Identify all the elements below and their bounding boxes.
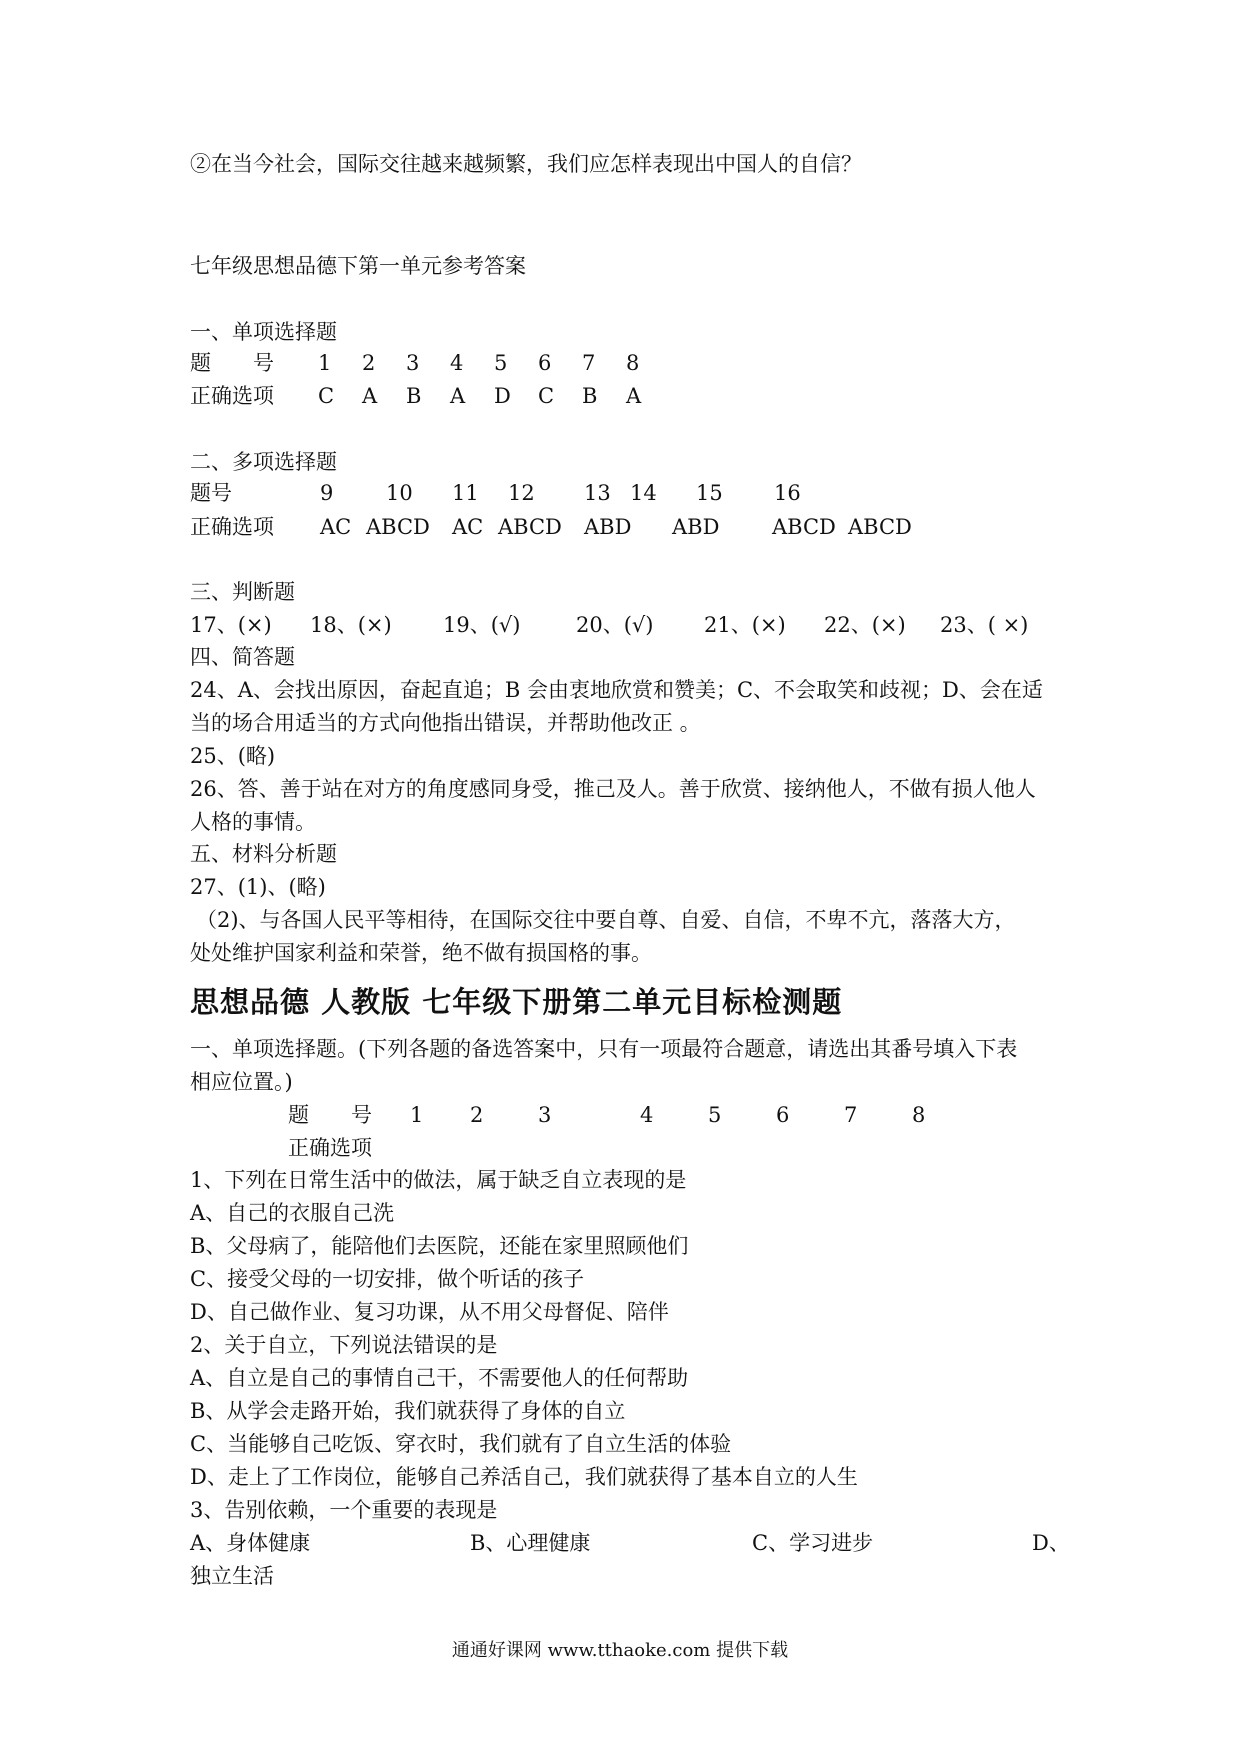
answer-26-line2: 人格的事情。 (190, 810, 316, 834)
section1-answer: B (582, 384, 598, 408)
unit2-table-num: 5 (708, 1103, 722, 1127)
section2-answer: ABCD (848, 515, 912, 539)
section2-num: 14 (630, 481, 657, 505)
unit2-table-num: 6 (776, 1103, 790, 1127)
section2-num: 16 (774, 481, 801, 505)
answer-26-line1: 26、答、善于站在对方的角度感同身受，推己及人。善于欣赏、接纳他人，不做有损人他人 (190, 777, 1036, 801)
section1-answer: B (406, 384, 422, 408)
section1-num: 1 (318, 351, 332, 375)
judgement-item: 20、(√) (576, 613, 654, 637)
section2-answer: AC (320, 515, 352, 539)
section1-ans-label: 正确选项 (190, 384, 274, 408)
q2-option-b: B、从学会走路开始，我们就获得了身体的自立 (190, 1399, 626, 1423)
section1-num: 8 (626, 351, 640, 375)
q2-option-c: C、当能够自己吃饭、穿衣时，我们就有了自立生活的体验 (190, 1432, 732, 1456)
section2-num: 15 (696, 481, 723, 505)
section1-num: 4 (450, 351, 464, 375)
section5-heading: 五、材料分析题 (190, 842, 337, 866)
section1-answer: A (450, 384, 466, 408)
unit2-table-num: 3 (538, 1103, 552, 1127)
unit2-table-num-label: 题 号 (288, 1103, 372, 1127)
section2-answer: ABD (672, 515, 720, 539)
section2-num: 13 (584, 481, 611, 505)
section2-answer: ABCD (498, 515, 562, 539)
q3-option-a: A、身体健康 (190, 1531, 311, 1555)
answer-25: 25、(略) (190, 744, 276, 768)
q2-stem: 2、关于自立，下列说法错误的是 (190, 1333, 498, 1357)
judgement-item: 23、( ×) (940, 613, 1029, 637)
section4-heading: 四、简答题 (190, 645, 295, 669)
unit2-table-num: 4 (640, 1103, 654, 1127)
section1-num: 6 (538, 351, 552, 375)
unit2-instruction-line2: 相应位置。) (190, 1070, 293, 1094)
q1-option-b: B、父母病了，能陪他们去医院，还能在家里照顾他们 (190, 1234, 689, 1258)
unit2-table-ans-label: 正确选项 (288, 1136, 372, 1160)
answer-27-1: 27、(1)、(略) (190, 875, 326, 899)
section1-answer: C (318, 384, 335, 408)
answer-27-2-line1: （2)、与各国人民平等相待，在国际交往中要自尊、自爱、自信，不卑不亢，落落大方， (196, 908, 1016, 932)
section1-num-label: 题 号 (190, 351, 274, 375)
judgement-item: 18、(×) (310, 613, 392, 637)
q3-option-d-prefix: D、 (1032, 1531, 1070, 1555)
unit2-title: 思想品德 人教版 七年级下册第二单元目标检测题 (190, 985, 843, 1019)
q3-stem: 3、告别依赖，一个重要的表现是 (190, 1498, 498, 1522)
footer-credit: 通通好课网 www.tthaoke.com 提供下载 (451, 1640, 789, 1661)
section2-answer: ABCD (366, 515, 430, 539)
judgement-item: 17、(×) (190, 613, 272, 637)
q3-option-d-text: 独立生活 (190, 1564, 274, 1588)
judgement-item: 19、(√) (443, 613, 521, 637)
q3-option-c: C、学习进步 (752, 1531, 874, 1555)
section1-heading: 一、单项选择题 (190, 320, 337, 344)
q2-option-d: D、走上了工作岗位，能够自己养活自己，我们就获得了基本自立的人生 (190, 1465, 858, 1489)
section2-num-label: 题号 (190, 481, 232, 505)
section1-num: 2 (362, 351, 376, 375)
section1-answer: C (538, 384, 555, 408)
section1-answer: A (626, 384, 642, 408)
section1-num: 7 (582, 351, 596, 375)
unit2-instruction-line1: 一、单项选择题。(下列各题的备选答案中，只有一项最符合题意，请选出其番号填入下表 (190, 1037, 1018, 1061)
section1-num: 5 (494, 351, 508, 375)
q1-option-d: D、自己做作业、复习功课，从不用父母督促、陪伴 (190, 1300, 669, 1324)
section1-answer: A (362, 384, 378, 408)
section2-num: 12 (508, 481, 535, 505)
section2-num: 11 (452, 481, 479, 505)
unit2-table-num: 7 (844, 1103, 858, 1127)
section2-num: 9 (320, 481, 334, 505)
answer-27-2-line2: 处处维护国家利益和荣誉，绝不做有损国格的事。 (190, 941, 652, 965)
judgement-item: 22、(×) (824, 613, 906, 637)
section2-ans-label: 正确选项 (190, 515, 274, 539)
q1-stem: 1、下列在日常生活中的做法，属于缺乏自立表现的是 (190, 1168, 687, 1192)
section2-answer: ABCD (772, 515, 836, 539)
section1-answer: D (494, 384, 511, 408)
unit2-table-num: 1 (410, 1103, 424, 1127)
section2-answer: AC (452, 515, 484, 539)
question-2: ②在当今社会，国际交往越来越频繁，我们应怎样表现出中国人的自信？ (190, 152, 862, 176)
section2-answer: ABD (584, 515, 632, 539)
answer-key-title: 七年级思想品德下第一单元参考答案 (190, 254, 526, 278)
unit2-table-num: 2 (470, 1103, 484, 1127)
section3-heading: 三、判断题 (190, 580, 295, 604)
q1-option-c: C、接受父母的一切安排，做个听话的孩子 (190, 1267, 585, 1291)
q3-option-b: B、心理健康 (470, 1531, 591, 1555)
section1-num: 3 (406, 351, 420, 375)
answer-24-line1: 24、A、会找出原因，奋起直追；B 会由衷地欣赏和赞美；C、不会取笑和歧视；D、会在适 (190, 678, 1043, 702)
section2-heading: 二、多项选择题 (190, 450, 337, 474)
judgement-item: 21、(×) (704, 613, 786, 637)
unit2-table-num: 8 (912, 1103, 926, 1127)
answer-24-line2: 当的场合用适当的方式向他指出错误，并帮助他改正 。 (190, 711, 701, 735)
q2-option-a: A、自立是自己的事情自己干，不需要他人的任何帮助 (190, 1366, 689, 1390)
section2-num: 10 (386, 481, 413, 505)
q1-option-a: A、自己的衣服自己洗 (190, 1201, 395, 1225)
